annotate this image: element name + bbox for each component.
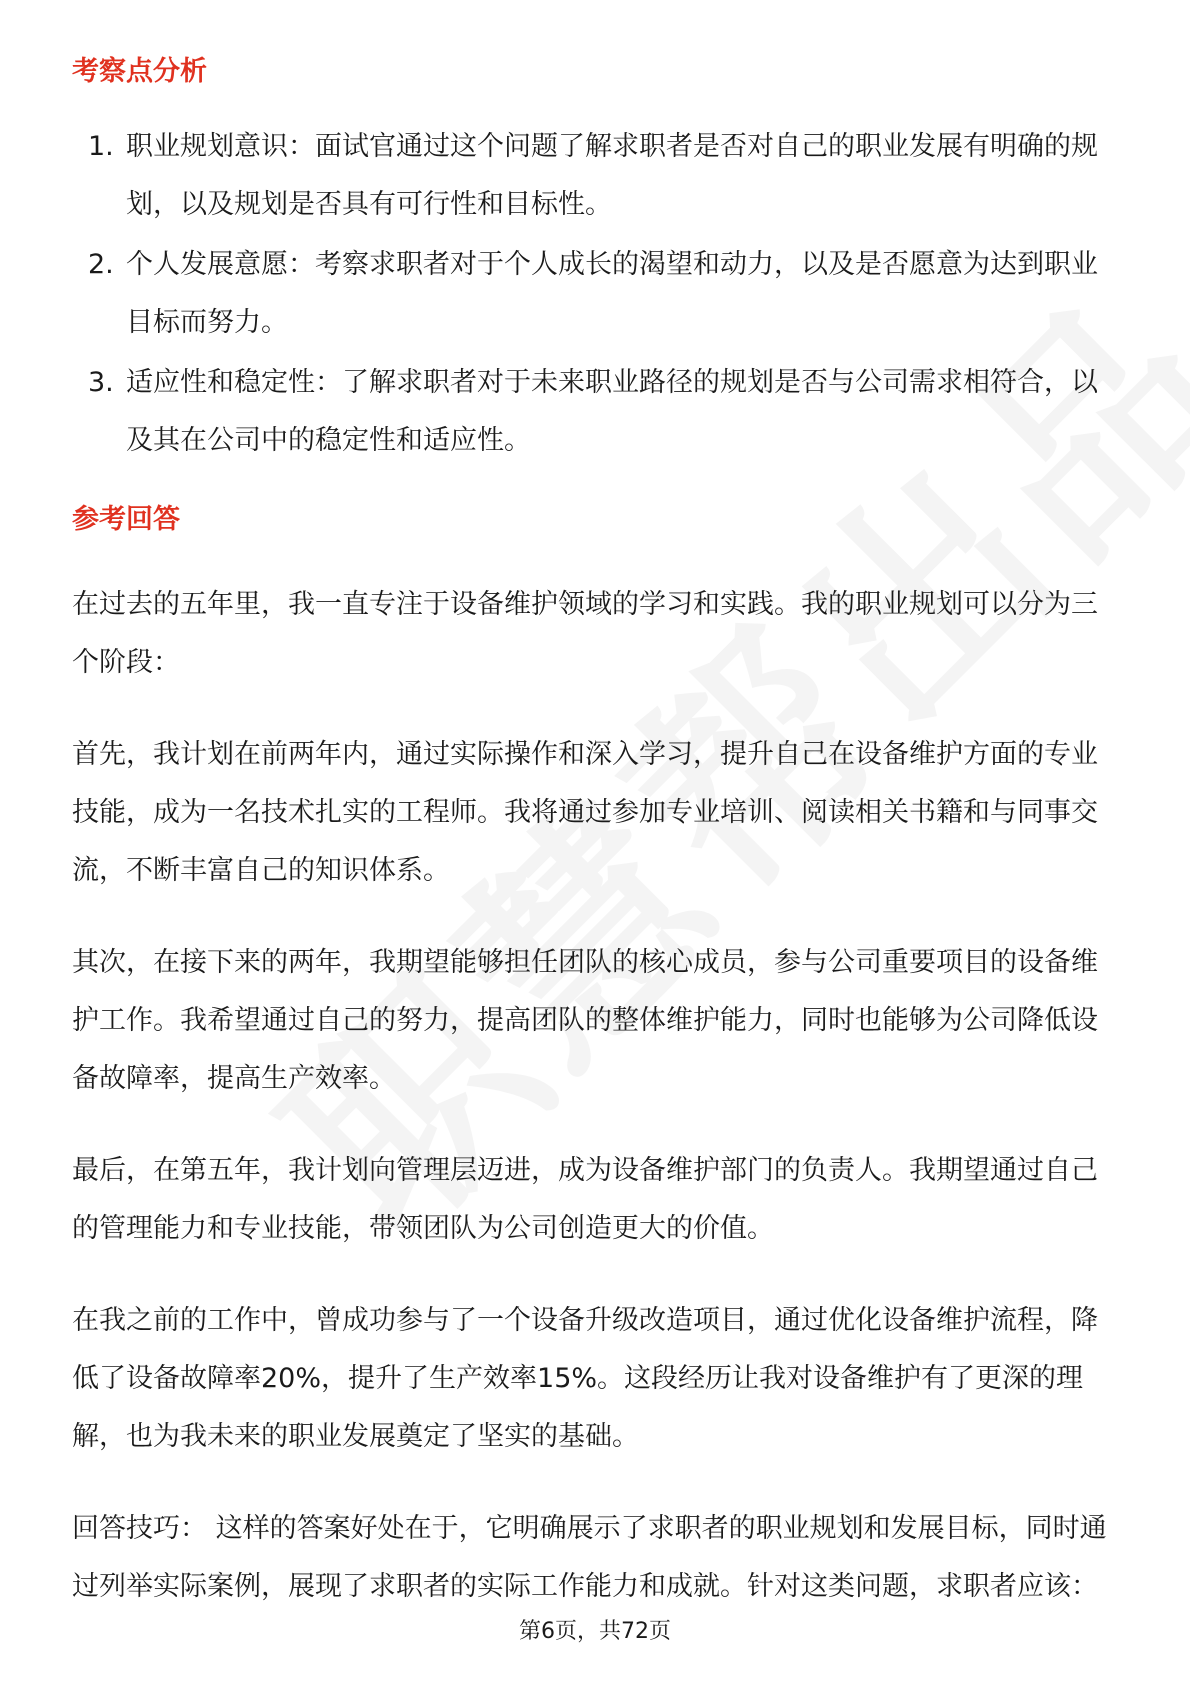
answer-paragraph: 在我之前的工作中，曾成功参与了一个设备升级改造项目，通过优化设备维护流程，降低了设备故障率20%，提升了生产效率15%。这段经历让我对设备维护有了更深的理解，也为我未来的职业发展奠定了坚实的基础。	[72, 1305, 1098, 1452]
list-item	[72, 354, 1122, 470]
list-item	[72, 236, 1122, 352]
list-item-number: 1.	[88, 131, 114, 162]
answer-paragraph: 其次，在接下来的两年，我期望能够担任团队的核心成员，参与公司重要项目的设备维护工作。我希望通过自己的努力，提高团队的整体维护能力，同时也能够为公司降低设备故障率，提高生产效率。	[72, 947, 1098, 1094]
list-item-number: 3.	[88, 367, 114, 398]
list-item-text: 个人发展意愿：考察求职者对于个人成长的渴望和动力，以及是否愿意为达到职业目标而努力。	[126, 249, 1098, 338]
analysis-point-list	[72, 118, 1122, 470]
list-item-text: 适应性和稳定性：了解求职者对于未来职业路径的规划是否与公司需求相符合，以及其在公司中的稳定性和适应性。	[126, 367, 1098, 456]
list-item-text: 职业规划意识：面试官通过这个问题了解求职者是否对自己的职业发展有明确的规划，以及规划是否具有可行性和目标性。	[126, 131, 1098, 220]
answer-paragraph: 最后，在第五年，我计划向管理层迈进，成为设备维护部门的负责人。我期望通过自己的管理能力和专业技能，带领团队为公司创造更大的价值。	[72, 1155, 1098, 1244]
analysis-heading: 考察点分析	[72, 56, 207, 87]
tips-paragraph: 回答技巧： 这样的答案好处在于，它明确展示了求职者的职业规划和发展目标，同时通过列举实际案例，展现了求职者的实际工作能力和成就。针对这类问题，求职者应该：	[72, 1513, 1107, 1602]
list-item	[72, 118, 1122, 234]
answer-heading: 参考回答	[72, 504, 180, 535]
answer-paragraph: 首先，我计划在前两年内，通过实际操作和深入学习，提升自己在设备维护方面的专业技能，成为一名技术扎实的工程师。我将通过参加专业培训、阅读相关书籍和与同事交流，不断丰富自己的知识体系。	[72, 739, 1098, 886]
page-content	[72, 52, 1122, 1616]
answer-paragraph: 在过去的五年里，我一直专注于设备维护领域的学习和实践。我的职业规划可以分为三个阶段：	[72, 589, 1098, 678]
list-item-number: 2.	[88, 249, 114, 280]
page-number: 第6页，共72页	[519, 1619, 671, 1644]
